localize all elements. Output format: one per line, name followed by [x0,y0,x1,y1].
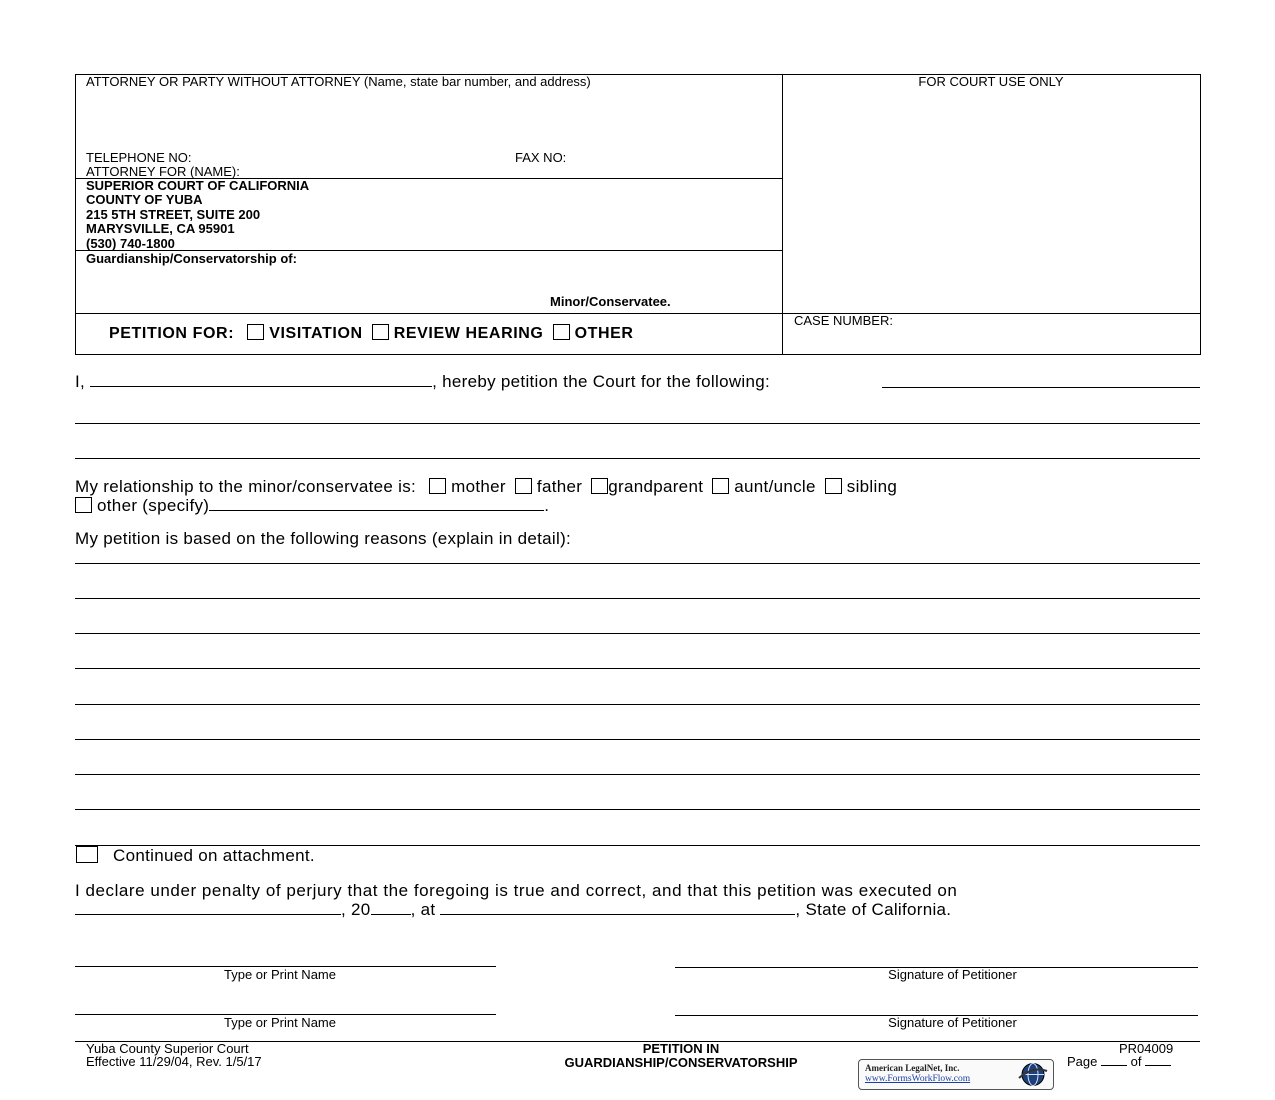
footer-title-1: PETITION IN [642,1041,720,1056]
grandparent-label: grandparent [608,477,704,496]
petition-request-line-3[interactable] [75,458,1200,459]
sibling-label: sibling [846,477,898,496]
telephone-label: TELEPHONE NO: [86,150,192,165]
intro-end: , hereby petition the Court for the following: [432,372,771,391]
petition-for-label: PETITION FOR: [109,325,235,342]
petition-request-line-2[interactable] [75,423,1200,424]
globe-icon [1015,1062,1051,1087]
other-specify-label: other (specify) [97,496,210,515]
declaration-state-label: , State of California. [795,900,952,919]
petition-intro [75,371,770,392]
print-name-caption-2: Type or Print Name [224,1015,336,1030]
petition-request-line-1[interactable] [882,387,1200,388]
signature-caption-1: Signature of Petitioner [888,967,1017,982]
execution-place-field[interactable] [440,899,795,915]
court-use-label: FOR COURT USE ONLY [918,74,1064,89]
fax-label: FAX NO: [515,150,567,165]
continued-row [76,846,315,866]
execution-year-field[interactable] [371,899,411,915]
form-number: PR04009 [1119,1041,1174,1056]
other-relationship-checkbox[interactable] [75,497,92,513]
signature-caption-2: Signature of Petitioner [888,1015,1017,1030]
page-number-field[interactable] [1101,1054,1127,1066]
footer-court: Yuba County Superior Court [86,1041,249,1056]
father-checkbox[interactable] [515,478,532,494]
declaration-year-label: , 20 [341,900,371,919]
american-legalnet-logo[interactable] [858,1059,1054,1090]
petition-for-row [109,324,634,343]
other-relationship-row: other (specify) . [75,495,549,516]
attorney-label: ATTORNEY OR PARTY WITHOUT ATTORNEY (Name, state bar number, and address) [86,74,591,89]
page-count [1067,1054,1171,1069]
reason-line-8[interactable] [75,809,1200,810]
footer-title-2: GUARDIANSHIP/CONSERVATORSHIP [564,1055,798,1070]
court-city: MARYSVILLE, CA 95901 [86,221,235,236]
of-label: of [1130,1054,1142,1069]
review-hearing-label: REVIEW HEARING [393,325,544,342]
reason-line-1[interactable] [75,563,1200,564]
reason-line-3[interactable] [75,633,1200,634]
mother-checkbox[interactable] [429,478,446,494]
declaration-line-2 [75,899,951,920]
grandparent-checkbox[interactable] [591,478,608,494]
relationship-row [75,477,897,497]
logo-company-name: American LegalNet, Inc. [865,1063,960,1073]
reason-line-4[interactable] [75,668,1200,669]
relationship-label: My relationship to the minor/conservatee is: [75,477,417,496]
reason-line-2[interactable] [75,598,1200,599]
footer-effective: Effective 11/29/04, Rev. 1/5/17 [86,1054,262,1069]
sibling-checkbox[interactable] [825,478,842,494]
court-county: COUNTY OF YUBA [86,192,203,207]
intro-start: I, [75,372,86,391]
caption-divider [782,74,783,354]
reason-line-7[interactable] [75,774,1200,775]
visitation-label: VISITATION [269,325,363,342]
petition-for-rule [75,313,1200,314]
continued-checkbox[interactable] [76,846,98,863]
aunt-uncle-label: aunt/uncle [734,477,816,496]
petitioner-name-field[interactable] [90,371,432,387]
attorney-for-label: ATTORNEY FOR (NAME): [86,164,240,179]
reasons-label: My petition is based on the following reasons (explain in detail): [75,529,572,548]
court-phone: (530) 740-1800 [86,236,175,251]
other-label: OTHER [574,325,634,342]
case-number-label: CASE NUMBER: [794,313,893,328]
guardianship-label: Guardianship/Conservatorship of: [86,251,297,266]
declaration-at-label: , at [410,900,436,919]
other-checkbox[interactable] [553,324,570,340]
print-name-caption-1: Type or Print Name [224,967,336,982]
minor-label: Minor/Conservatee. [550,294,671,309]
aunt-uncle-checkbox[interactable] [712,478,729,494]
continued-label: Continued on attachment. [113,846,315,865]
mother-label: mother [451,477,506,496]
court-street: 215 5TH STREET, SUITE 200 [86,207,261,222]
execution-date-field[interactable] [75,899,341,915]
declaration-line-1: I declare under penalty of perjury that the foregoing is true and correct, and that this petition was executed on [75,881,958,900]
page-label: Page [1067,1054,1098,1069]
review-hearing-checkbox[interactable] [372,324,389,340]
father-label: father [536,477,583,496]
other-specify-field[interactable] [209,495,544,511]
reason-line-5[interactable] [75,704,1200,705]
logo-url[interactable]: www.FormsWorkFlow.com [865,1074,971,1084]
page-total-field[interactable] [1145,1054,1171,1066]
reason-line-6[interactable] [75,739,1200,740]
visitation-checkbox[interactable] [247,324,264,340]
court-name: SUPERIOR COURT OF CALIFORNIA [86,178,310,193]
